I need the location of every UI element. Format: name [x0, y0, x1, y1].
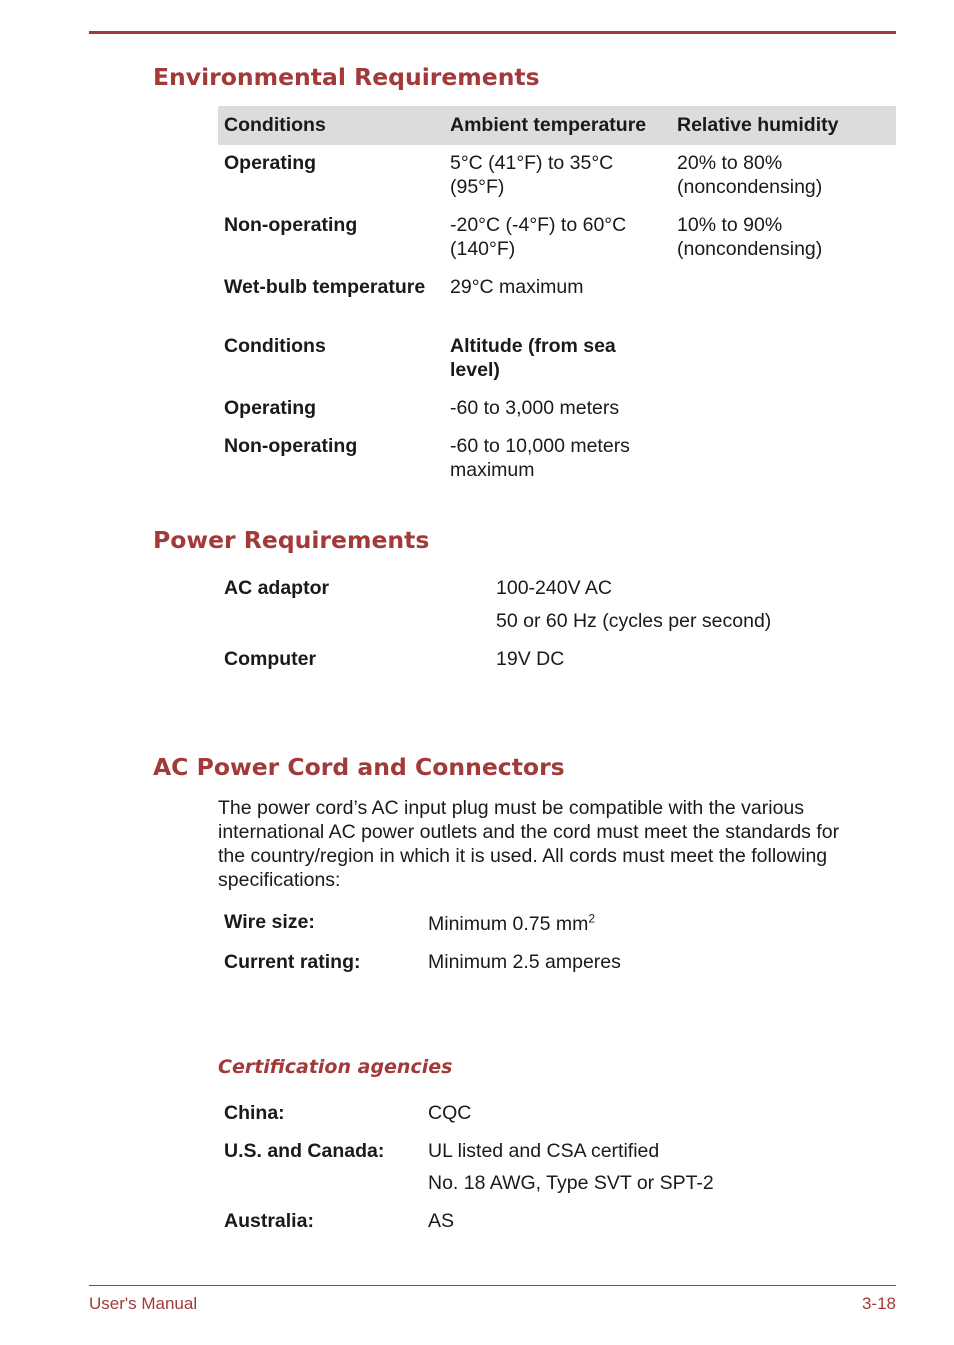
footer-page-number: 3-18: [861, 1294, 896, 1313]
altitude-row-label: Operating: [224, 397, 317, 419]
env-row-temp: 29°C maximum: [450, 276, 584, 298]
env-row-temp: (95°F): [450, 176, 505, 198]
altitude-col-header: level): [450, 359, 500, 381]
spec-value: [428, 912, 595, 936]
env-col-ambient: Ambient temperature: [450, 114, 647, 136]
power-row-label: AC adaptor: [224, 577, 330, 599]
env-row-humidity: (noncondensing): [677, 238, 823, 260]
altitude-row-value: -60 to 10,000 meters: [450, 435, 630, 457]
power-row-label: Computer: [224, 648, 317, 670]
power-row-value: 19V DC: [496, 648, 565, 670]
cord-paragraph: [218, 796, 888, 892]
altitude-row-value: maximum: [450, 459, 535, 481]
env-row-humidity: (noncondensing): [677, 176, 823, 198]
paragraph-line: The power cord’s AC input plug must be compatible with the various: [218, 797, 805, 819]
cert-heading: Certification agencies: [218, 1056, 453, 1078]
env-row-label: Operating: [224, 152, 317, 174]
spec-value: Minimum 2.5 amperes: [428, 951, 621, 973]
env-col-conditions: Conditions: [224, 114, 326, 136]
env-col-humidity: Relative humidity: [677, 114, 839, 136]
altitude-col-header: Altitude (from sea: [450, 335, 616, 357]
spec-value-superscript: 2: [588, 911, 596, 926]
env-row-humidity: 10% to 90%: [677, 214, 783, 236]
altitude-row-label: Non-operating: [224, 435, 358, 457]
cert-label: Australia:: [224, 1210, 314, 1232]
cert-label: China:: [224, 1102, 285, 1124]
env-row-humidity: 20% to 80%: [677, 152, 783, 174]
paragraph-line: the country/region in which it is used. All cords must meet the following: [218, 845, 828, 867]
env-heading: Environmental Requirements: [153, 63, 540, 91]
cert-label: U.S. and Canada:: [224, 1140, 385, 1162]
env-row-label: Wet-bulb temperature: [224, 276, 426, 298]
env-row-temp: (140°F): [450, 238, 516, 260]
paragraph-line: specifications:: [218, 869, 341, 891]
cord-heading: AC Power Cord and Connectors: [153, 753, 565, 781]
footer-manual-title: User's Manual: [89, 1294, 198, 1313]
power-heading: Power Requirements: [153, 526, 430, 554]
footer-rule: [89, 1285, 896, 1286]
env-row-temp: 5°C (41°F) to 35°C: [450, 152, 614, 174]
cert-value: No. 18 AWG, Type SVT or SPT-2: [428, 1172, 714, 1194]
power-row-value: 50 or 60 Hz (cycles per second): [496, 610, 772, 632]
cert-value: UL listed and CSA certified: [428, 1140, 660, 1162]
spec-label: Current rating:: [224, 951, 361, 973]
spec-label: Wire size:: [224, 911, 315, 933]
paragraph-line: international AC power outlets and the cord must meet the standards for: [218, 821, 840, 843]
altitude-row-value: -60 to 3,000 meters: [450, 397, 620, 419]
cert-value: AS: [428, 1210, 455, 1232]
power-row-value: 100-240V AC: [496, 577, 613, 599]
cert-value: CQC: [428, 1102, 472, 1124]
env-row-temp: -20°C (-4°F) to 60°C: [450, 214, 627, 236]
top-rule: [89, 31, 896, 34]
env-row-label: Non-operating: [224, 214, 358, 236]
spec-value-text: Minimum 0.75 mm: [428, 913, 589, 935]
altitude-col-conditions: Conditions: [224, 335, 326, 357]
